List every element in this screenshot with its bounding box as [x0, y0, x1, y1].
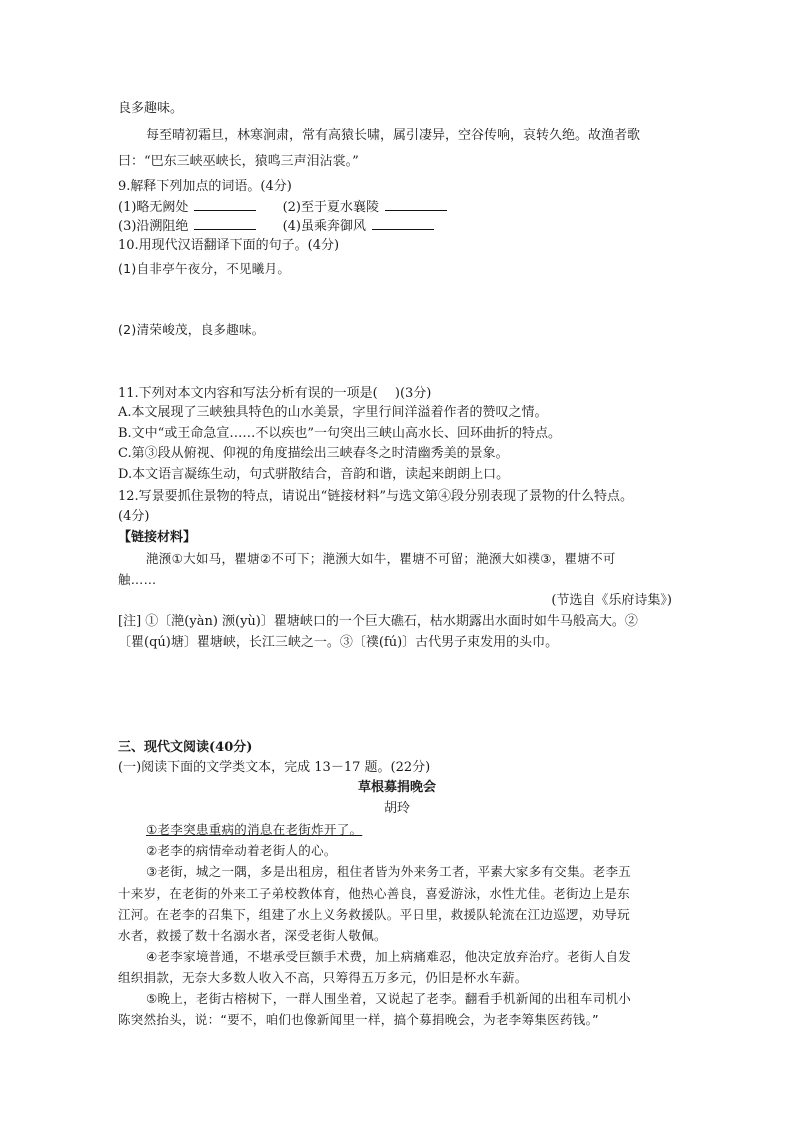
answer-blank[interactable] [194, 198, 256, 211]
q11-option-d: D.本文语言凝练生动，句式骈散结合，音韵和谐，读起来朗朗上口。 [118, 467, 510, 482]
article-paragraph: ①老李突患重病的消息在老街炸开了。 [146, 822, 363, 837]
article-title: 草根募捐晚会 [357, 780, 436, 795]
link-material-heading: 【链接材料】 [118, 530, 197, 545]
answer-blank[interactable] [385, 198, 447, 211]
answer-blank[interactable] [372, 217, 434, 230]
text-line: 曰：“巴东三峡巫峡长，猿鸣三声泪沾裳。” [118, 154, 359, 169]
text-line: 每至晴初霜旦，林寒涧肃，常有高猿长啸，属引凄异，空谷传响，哀转久绝。故渔者歌 [146, 128, 641, 143]
q11-option-a: A.本文展现了三峡独具特色的山水美景，字里行间洋溢着作者的赞叹之情。 [118, 405, 548, 420]
article-author: 胡玲 [383, 801, 410, 816]
section-subheading: (一)阅读下面的文学类文本，完成 13－17 题。(22分) [118, 760, 431, 775]
q9-item-1: (1)略无阙处 [118, 200, 189, 215]
question-9-title: 9.解释下列加点的词语。(4分) [118, 179, 292, 194]
q9-item-4: (4)虽乘奔御风 [282, 219, 366, 234]
article-paragraph: ④老李家境普通，不堪承受巨额手术费，加上病痛难忍，他决定放弃治疗。老街人自发 [146, 949, 632, 964]
q12-score: (4分) [118, 509, 150, 524]
poem-line-1: 滟滪①大如马，瞿塘②不可下；滟滪大如牛，瞿塘不可留；滟滪大如襆③，瞿塘不可 [146, 551, 616, 566]
article-paragraph: 十来岁，在老街的外来工子弟校教体育，他热心善良，喜爱游泳，水性尤佳。老街边上是东 [118, 886, 631, 901]
q10-sentence-1: (1)自非亭午夜分，不见曦月。 [118, 261, 291, 276]
text-line: 良多趣味。 [118, 101, 184, 116]
note-line-2: 〔瞿(qú)塘〕瞿塘峡，长江三峡之一。③〔襆(fú)〕古代男子束发用的头巾。 [118, 635, 559, 650]
q9-item-3: (3)沿溯阻绝 [118, 219, 189, 234]
q11-option-b: B.文中“或王命急宣……不以疾也”一句突出三峡山高水长、回环曲折的特点。 [118, 426, 561, 441]
question-12-title: 12.写景要抓住景物的特点，请说出“链接材料”与选文第④段分别表现了景物的什么特点。 [118, 489, 633, 504]
source-citation: (节选自《乐府诗集》) [551, 593, 672, 608]
section-heading: 三、现代文阅读(40分) [118, 740, 253, 755]
article-paragraph: 组织捐款，无奈大多数人收入不高，只筹得五万多元，仍旧是杯水车薪。 [118, 970, 528, 985]
q9-row-1 [118, 198, 447, 217]
poem-line-2: 触…… [118, 572, 157, 587]
question-11-title: 11.下列对本文内容和写法分析有误的一项是( )(3分) [118, 386, 432, 401]
q11-option-c: C.第③段从俯视、仰视的角度描绘出三峡春冬之时清幽秀美的景象。 [118, 446, 509, 461]
article-paragraph: ③老街，城之一隅，多是出租房，租住者皆为外来务工者，平素大家多有交集。老李五 [146, 864, 632, 879]
article-paragraph: ②老李的病情牵动着老街人的心。 [146, 843, 337, 858]
article-paragraph: 水者，救援了数十名溺水者，深受老街人敬佩。 [118, 928, 387, 943]
question-10-title: 10.用现代汉语翻译下面的句子。(4分) [118, 238, 340, 253]
answer-blank[interactable] [194, 217, 256, 230]
article-paragraph: ⑤晚上，老街古榕树下，一群人围坐着，又说起了老李。翻看手机新闻的出租车司机小 [146, 991, 632, 1006]
article-paragraph: 陈突然抬头，说：“要不，咱们也像新闻里一样，搞个募捐晚会，为老李筹集医药钱。” [118, 1012, 599, 1027]
q9-row-2 [118, 217, 434, 236]
q9-item-2: (2)至于夏水襄陵 [282, 200, 379, 215]
q10-sentence-2: (2)清荣峻茂，良多趣味。 [118, 322, 265, 337]
note-line-1: [注] ①〔滟(yàn) 滪(yù)〕瞿塘峡口的一个巨大礁石，枯水期露出水面时如牛马般高大。② [118, 614, 638, 629]
article-paragraph: 江河。在老李的召集下，组建了水上义务救援队。平日里，救援队轮流在江边巡逻，劝导玩 [118, 907, 631, 922]
